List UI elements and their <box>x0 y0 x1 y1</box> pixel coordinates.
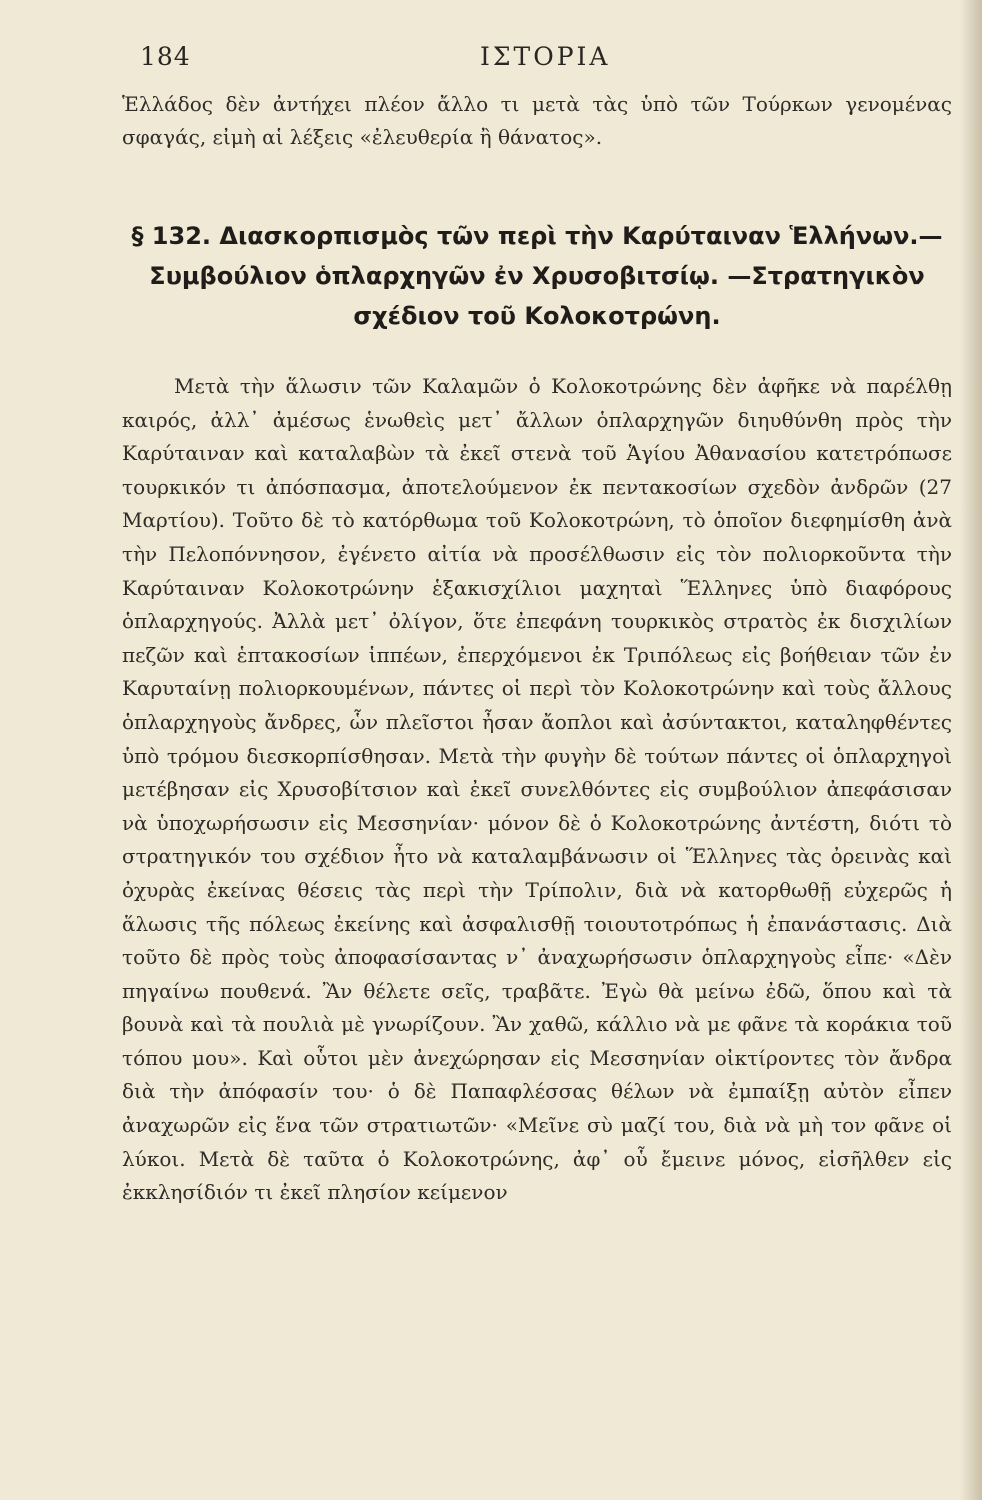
body-paragraph: Μετὰ τὴν ἅλωσιν τῶν Καλαμῶν ὁ Κολοκοτρώνης δὲν ἀφῆκε νὰ παρέλθῃ καιρός, ἀλλ᾽ ἀμέσως ἑνωθεὶς μετ᾽ ἄλλων ὁπλαρχηγῶν διηυθύνθη πρὸς τὴν Καρύταιναν καὶ καταλαβὼν τὰ ἐκεῖ στενὰ τοῦ Ἁγίου Ἀθανασίου κατετρόπωσε τουρκικόν τι ἀπόσπασμα, ἀποτελούμενον ἐκ πεντακοσίων σχεδὸν ἀνδρῶν (27 Μαρτίου). Τοῦτο δὲ τὸ κατόρθωμα τοῦ Κολοκοτρώνη, τὸ ὁποῖον διεφημίσθη ἀνὰ τὴν Πελοπόννησον, ἐγένετο αἰτία νὰ προσέλθωσιν εἰς τὸν πολιορκοῦντα τὴν Καρύταιναν Κολοκοτρώνην ἑξακισχίλιοι μαχηταὶ Ἕλληνες ὑπὸ διαφόρους ὁπλαρχηγούς. Ἀλλὰ μετ᾽ ὀλίγον, ὅτε ἐπεφάνη τουρκικὸς στρατὸς ἐκ δισχιλίων πεζῶν καὶ ἑπτακοσίων ἱππέων, ἐπερχόμενοι ἐκ Τριπόλεως εἰς βοήθειαν τῶν ἐν Καρυταίνῃ πολιορκουμένων, πάντες οἱ περὶ τὸν Κολοκοτρώνην καὶ τοὺς ἄλλους ὁπλαρχηγοὺς ἄνδρες, ὧν πλεῖστοι ἦσαν ἄοπλοι καὶ ἀσύντακτοι, καταληφθέντες ὑπὸ τρόμου διεσκορπίσθησαν. Μετὰ τὴν φυγὴν δὲ τούτων πάντες οἱ ὁπλαρχηγοὶ μετέβησαν εἰς Χρυσοβίτσιον καὶ ἐκεῖ συνελθόντες εἰς συμβούλιον ἀπεφάσισαν νὰ ὑποχωρήσωσιν εἰς Μεσσηνίαν· μόνον δὲ ὁ Κολοκοτρώνης ἀντέστη, διότι τὸ στρατηγικόν του σχέδιον ἦτο νὰ καταλαμβάνωσιν οἱ Ἕλληνες τὰς ὀρεινὰς καὶ ὀχυρὰς ἐκείνας θέσεις τὰς περὶ τὴν Τρίπολιν, διὰ νὰ κατορθωθῇ εὐχερῶς ἡ ἅλωσις τῆς πόλεως ἐκείνης καὶ ἀσφαλισθῇ τοιουτοτρόπως ἡ ἐπανάστασις. Διὰ τοῦτο δὲ πρὸς τοὺς ἀποφασίσαντας ν᾽ ἀναχωρήσωσιν ὁπλαρχηγοὺς εἶπε· «Δὲν πηγαίνω πουθενά. Ἂν θέλετε σεῖς, τραβᾶτε. Ἐγὼ θὰ μείνω ἐδῶ, ὅπου καὶ τὰ βουνὰ καὶ τὰ πουλιὰ μὲ γνωρίζουν. Ἂν χαθῶ, κάλλιο νὰ με φᾶνε τὰ κοράκια τοῦ τόπου μου». Καὶ οὗτοι μὲν ἀνεχώρησαν εἰς Μεσσηνίαν οἰκτίροντες τὸν ἄνδρα διὰ τὴν ἀπόφασίν του· ὁ δὲ Παπαφλέσσας θέλων νὰ ἐμπαίξῃ αὐτὸν εἶπεν ἀναχωρῶν εἰς ἕνα τῶν στρατιωτῶν· «Μεῖνε σὺ μαζί του, διὰ νὰ μὴ τον φᾶνε οἱ λύκοι. Μετὰ δὲ ταῦτα ὁ Κολοκοτρώνης, ἀφ᾽ οὗ ἔμεινε μόνος, εἰσῆλθεν εἰς ἐκκλησίδιόν τι ἐκεῖ πλησίον κείμενον <box>122 374 952 1205</box>
page-number: 184 <box>140 42 191 71</box>
page-header <box>140 42 840 82</box>
section-heading: § 132. Διασκορπισμὸς τῶν περὶ τὴν Καρύταιναν Ἑλλήνων.—Συμβούλιον ὁπλαρχηγῶν ἐν Χρυσοβιτσίῳ. —Στρατηγικὸν σχέδιον τοῦ Κολοκοτρώνη. <box>131 222 943 330</box>
page-edge-shadow <box>960 0 982 1500</box>
running-title: ΙΣΤΟΡΙΑ <box>480 42 611 71</box>
page-content <box>122 88 952 1210</box>
continuation-paragraph: Ἑλλάδος δὲν ἀντήχει πλέον ἄλλο τι μετὰ τὰς ὑπὸ τῶν Τούρκων γενομένας σφαγάς, εἰμὴ αἱ λέξεις «ἐλευθερία ἢ θάνατος». <box>122 92 952 149</box>
